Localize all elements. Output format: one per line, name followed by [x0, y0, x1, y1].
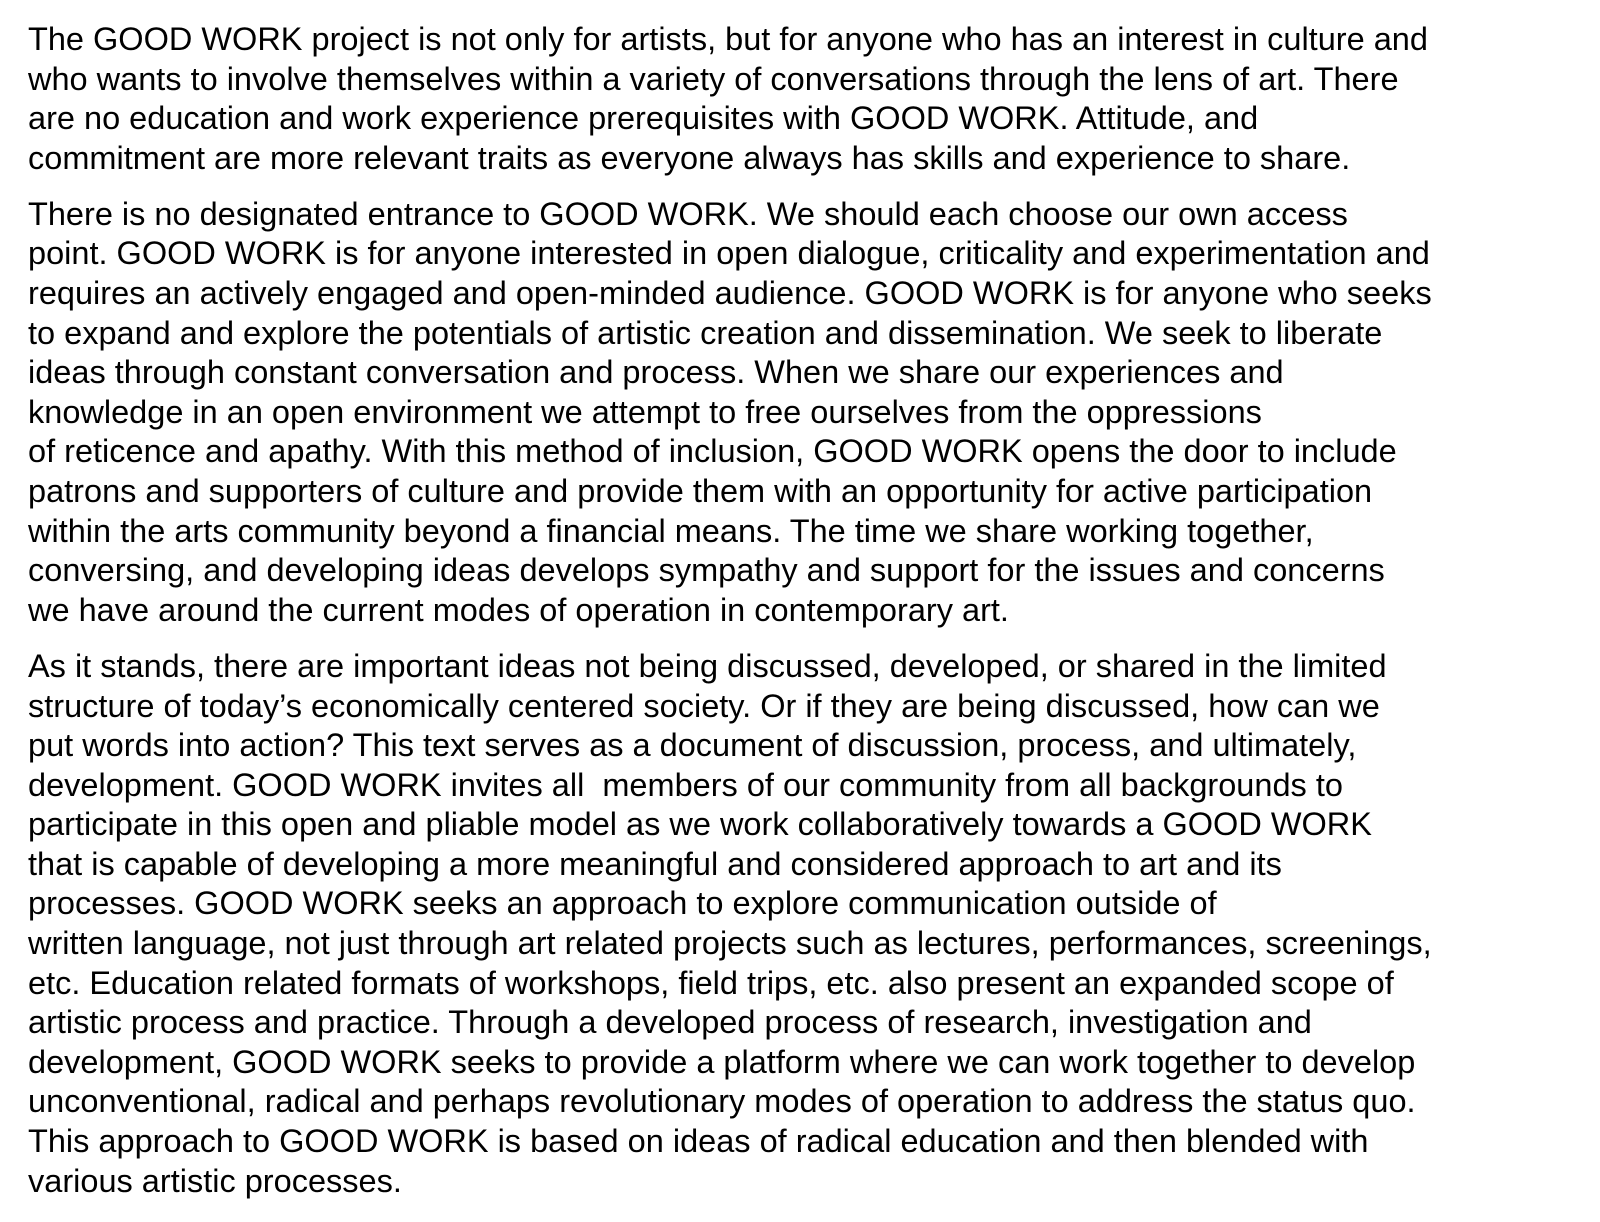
text-line: patrons and supporters of culture and provide them with an opportunity for active participation	[28, 473, 1373, 510]
text-line: conversing, and developing ideas develops sympathy and support for the issues and concerns	[28, 552, 1385, 589]
text-line: of reticence and apathy. With this method of inclusion, GOOD WORK opens the door to include	[28, 433, 1397, 470]
text-line: structure of today’s economically centered society. Or if they are being discussed, how can we	[28, 687, 1380, 724]
text-line: written language, not just through art related projects such as lectures, performances, screenings,	[28, 925, 1432, 962]
paragraph-intro	[28, 20, 1593, 178]
text-line: participate in this open and pliable model as we work collaboratively towards a GOOD WORK	[28, 806, 1372, 843]
document-body	[28, 20, 1593, 1201]
text-line: development, GOOD WORK seeks to provide a platform where we can work together to develop	[28, 1043, 1416, 1080]
text-line: ideas through constant conversation and process. When we share our experiences and	[28, 354, 1284, 391]
paragraph-as-it-stands	[28, 647, 1593, 1201]
text-line: As it stands, there are important ideas not being discussed, developed, or shared in the limited	[28, 647, 1387, 684]
text-line: The GOOD WORK project is not only for artists, but for anyone who has an interest in culture and	[28, 21, 1428, 57]
text-line: to expand and explore the potentials of artistic creation and dissemination. We seek to liberate	[28, 314, 1383, 351]
text-line: development. GOOD WORK invites all members of our community from all backgrounds to	[28, 766, 1343, 803]
text-line: There is no designated entrance to GOOD WORK. We should each choose our own access	[28, 195, 1348, 232]
text-line: within the arts community beyond a financial means. The time we share working together,	[28, 512, 1314, 549]
text-line: put words into action? This text serves as a document of discussion, process, and ultimately,	[28, 727, 1357, 764]
text-line: artistic process and practice. Through a developed process of research, investigation and	[28, 1004, 1312, 1041]
text-line: various artistic processes.	[28, 1162, 402, 1199]
text-line: unconventional, radical and perhaps revolutionary modes of operation to address the status quo.	[28, 1083, 1416, 1120]
text-line: knowledge in an open environment we attempt to free ourselves from the oppressions	[28, 393, 1262, 430]
text-line: requires an actively engaged and open-minded audience. GOOD WORK is for anyone who seeks	[28, 275, 1432, 312]
text-line: processes. GOOD WORK seeks an approach to explore communication outside of	[28, 885, 1217, 922]
text-line: etc. Education related formats of workshops, field trips, etc. also present an expanded scope of	[28, 964, 1394, 1001]
text-line: that is capable of developing a more meaningful and considered approach to art and its	[28, 845, 1282, 882]
paragraph-entrance	[28, 195, 1593, 631]
text-line: commitment are more relevant traits as everyone always has skills and experience to share.	[28, 139, 1351, 176]
text-line: point. GOOD WORK is for anyone interested in open dialogue, criticality and experimentation and	[28, 235, 1430, 272]
text-line: we have around the current modes of operation in contemporary art.	[28, 591, 1009, 628]
text-line: This approach to GOOD WORK is based on ideas of radical education and then blended with	[28, 1123, 1369, 1160]
text-line: who wants to involve themselves within a variety of conversations through the lens of art. There	[28, 60, 1399, 97]
text-line: are no education and work experience prerequisites with GOOD WORK. Attitude, and	[28, 100, 1259, 137]
